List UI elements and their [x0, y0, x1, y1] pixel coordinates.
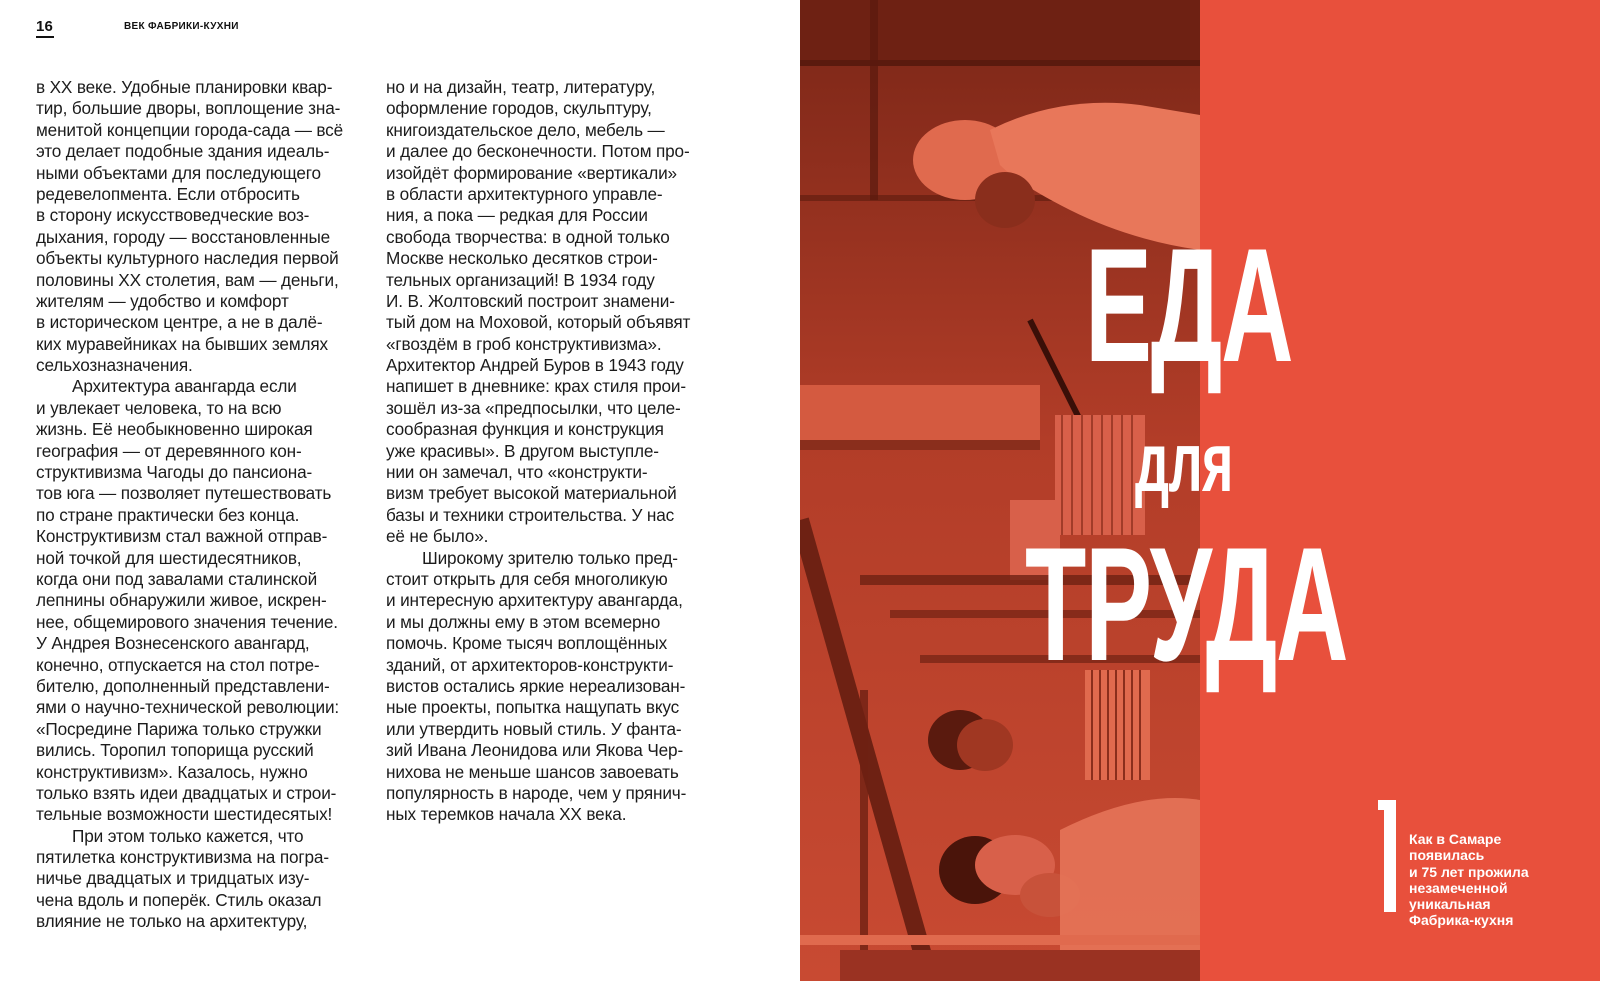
text-line: напишет в дневнике: крах стиля прои-	[386, 376, 686, 397]
page-number: 16	[36, 18, 54, 35]
text-line: зий Ивана Леонидова или Якова Чер-	[386, 740, 684, 761]
text-line: менитой концепции города-сада — всё	[36, 119, 344, 140]
text-line: география — от деревянного кон-	[36, 440, 302, 461]
text-line: «Посредине Парижа только стружки	[36, 718, 322, 739]
text-line: Москве несколько десятков строи-	[386, 248, 658, 269]
text-line: свобода творчества: в одной только	[386, 226, 670, 247]
text-line: стоит открыть для себя многоликую	[386, 568, 668, 589]
text-line: нихова не меньше шансов завоевать	[386, 761, 679, 782]
text-line: в XX веке. Удобные планировки квар-	[36, 77, 333, 97]
chapter-description	[1409, 831, 1594, 929]
text-line: сельхозназначения.	[36, 355, 193, 376]
text-line: тов юга — позволяет путешествовать	[36, 483, 332, 504]
text-line: «гвоздём в гроб конструктивизма».	[386, 333, 662, 354]
paragraph-start-line: При этом только кажется, что	[72, 825, 304, 846]
chapter-number-stem	[1384, 800, 1396, 912]
text-line: ния, а пока — редкая для России	[386, 205, 648, 226]
paragraph-start-line: Архитектура авангарда если	[72, 376, 297, 397]
text-line: её не было».	[386, 526, 489, 547]
text-line: популярность в народе, чем у прянич-	[386, 782, 687, 803]
text-line: зошёл из-за «предпосылки, что целе-	[386, 397, 681, 418]
chapter-description-line: уникальная	[1409, 896, 1491, 913]
text-line: и далее до бесконечности. Потом про-	[386, 141, 690, 162]
text-line: и увлекает человека, то на всю	[36, 397, 282, 418]
right-page-feature	[800, 0, 1600, 981]
text-line: структивизма Чагоды до пансиона-	[36, 462, 313, 483]
chapter-description-line: Фабрика-кухня	[1409, 912, 1514, 929]
text-line: дыхания, городу — восстановленные	[36, 226, 331, 247]
text-line: ной точкой для шестидесятников,	[36, 547, 302, 568]
text-line: конструктивизм». Казалось, нужно	[36, 761, 308, 782]
text-line: пятилетка конструктивизма на погра-	[36, 847, 329, 868]
text-line: нее, общемирового значения течение.	[36, 611, 338, 632]
text-line: влияние не только на архитектуру,	[36, 911, 308, 932]
text-line: уже красивы». В другом выступле-	[386, 440, 659, 461]
text-line: когда они под завалами сталинской	[36, 568, 318, 589]
text-line: бителю, дополненный представлени-	[36, 675, 330, 696]
text-line: половины XX столетия, вам — деньги,	[36, 269, 339, 290]
text-line: редевелопмента. Если отбросить	[36, 183, 300, 204]
text-line: чена вдоль и поперёк. Стиль оказал	[36, 889, 322, 910]
text-line: ных теремков начала XX века.	[386, 804, 627, 825]
text-line: ями о научно-технической революции:	[36, 697, 340, 718]
feature-title-line-2: для	[1135, 415, 1233, 509]
text-line: тельные возможности шестидесятых!	[36, 804, 333, 825]
text-line: Конструктивизм стал важной отправ-	[36, 526, 328, 547]
text-line: помочь. Кроме тысяч воплощённых	[386, 633, 668, 654]
feature-title-line-3: ТРУДА	[1025, 514, 1348, 695]
text-line: объекты культурного наследия первой	[36, 248, 339, 269]
text-line: Архитектор Андрей Буров в 1943 году	[386, 355, 684, 376]
text-line: и интересную архитектуру авангарда,	[386, 590, 683, 611]
text-line: оформление городов, скульптуру,	[386, 98, 652, 119]
text-line: визм требует высокой материальной	[386, 483, 677, 504]
text-line: вились. Торопил топорища русский	[36, 740, 314, 761]
text-line: в сторону искусствоведческие воз-	[36, 205, 310, 226]
text-line: зданий, от архитекторов-конструкти-	[386, 654, 674, 675]
text-line: жителям — удобство и комфорт	[36, 290, 289, 311]
chapter-description-line: незамеченной	[1409, 879, 1508, 896]
text-line: это делает подобные здания идеаль-	[36, 141, 330, 162]
text-line: только взять идеи двадцатых и строи-	[36, 782, 337, 803]
text-line: в историческом центре, а не в далё-	[36, 312, 323, 333]
paragraph-start-line: Широкому зрителю только пред-	[422, 547, 678, 568]
text-line: конечно, отпускается на стол потре-	[36, 654, 320, 675]
text-line: У Андрея Вознесенского авангард,	[36, 633, 310, 654]
text-line: или утвердить новый стиль. У фанта-	[386, 718, 682, 739]
text-line: жизнь. Её необыкновенно широкая	[36, 419, 313, 440]
text-column-1	[36, 77, 356, 933]
chapter-number-1-glyph	[1378, 800, 1396, 912]
text-line: в области архитектурного управле-	[386, 183, 663, 204]
text-column-2	[386, 77, 716, 826]
text-line: по стране практически без конца.	[36, 504, 300, 525]
text-line: тир, большие дворы, воплощение зна-	[36, 98, 341, 119]
feature-title-line-1: ЕДА	[1085, 215, 1293, 396]
text-line: вистов остались яркие нереализован-	[386, 675, 686, 696]
text-line: книгоиздательское дело, мебель —	[386, 119, 665, 140]
text-line: лепнины обнаружили живое, искрен-	[36, 590, 327, 611]
chapter-description-line: появилась	[1409, 847, 1485, 864]
text-line: ничье двадцатых и тридцатых изу-	[36, 868, 310, 889]
text-line: изойдёт формирование «вертикали»	[386, 162, 677, 183]
text-line: тый дом на Моховой, который объявят	[386, 312, 691, 333]
text-line: нии он замечал, что «конструкти-	[386, 462, 648, 483]
text-line: сообразная функция и конструкция	[386, 419, 664, 440]
text-line: тельных организаций! В 1934 году	[386, 269, 655, 290]
page-number-underline	[36, 36, 54, 38]
chapter-description-line: Как в Самаре	[1409, 831, 1502, 847]
text-line: ких муравейниках на бывших землях	[36, 333, 328, 354]
text-line: и мы должны ему в этом всемерно	[386, 611, 661, 632]
text-line: базы и техники строительства. У нас	[386, 504, 675, 525]
text-line: ные проекты, попытка нащупать вкус	[386, 697, 680, 718]
text-line: И. В. Жолтовский построит знамени-	[386, 290, 675, 311]
running-title: ВЕК ФАБРИКИ-КУХНИ	[124, 21, 239, 32]
chapter-description-line: и 75 лет прожила	[1409, 863, 1529, 880]
text-line: но и на дизайн, театр, литературу,	[386, 77, 656, 97]
text-line: ными объектами для последующего	[36, 162, 321, 183]
